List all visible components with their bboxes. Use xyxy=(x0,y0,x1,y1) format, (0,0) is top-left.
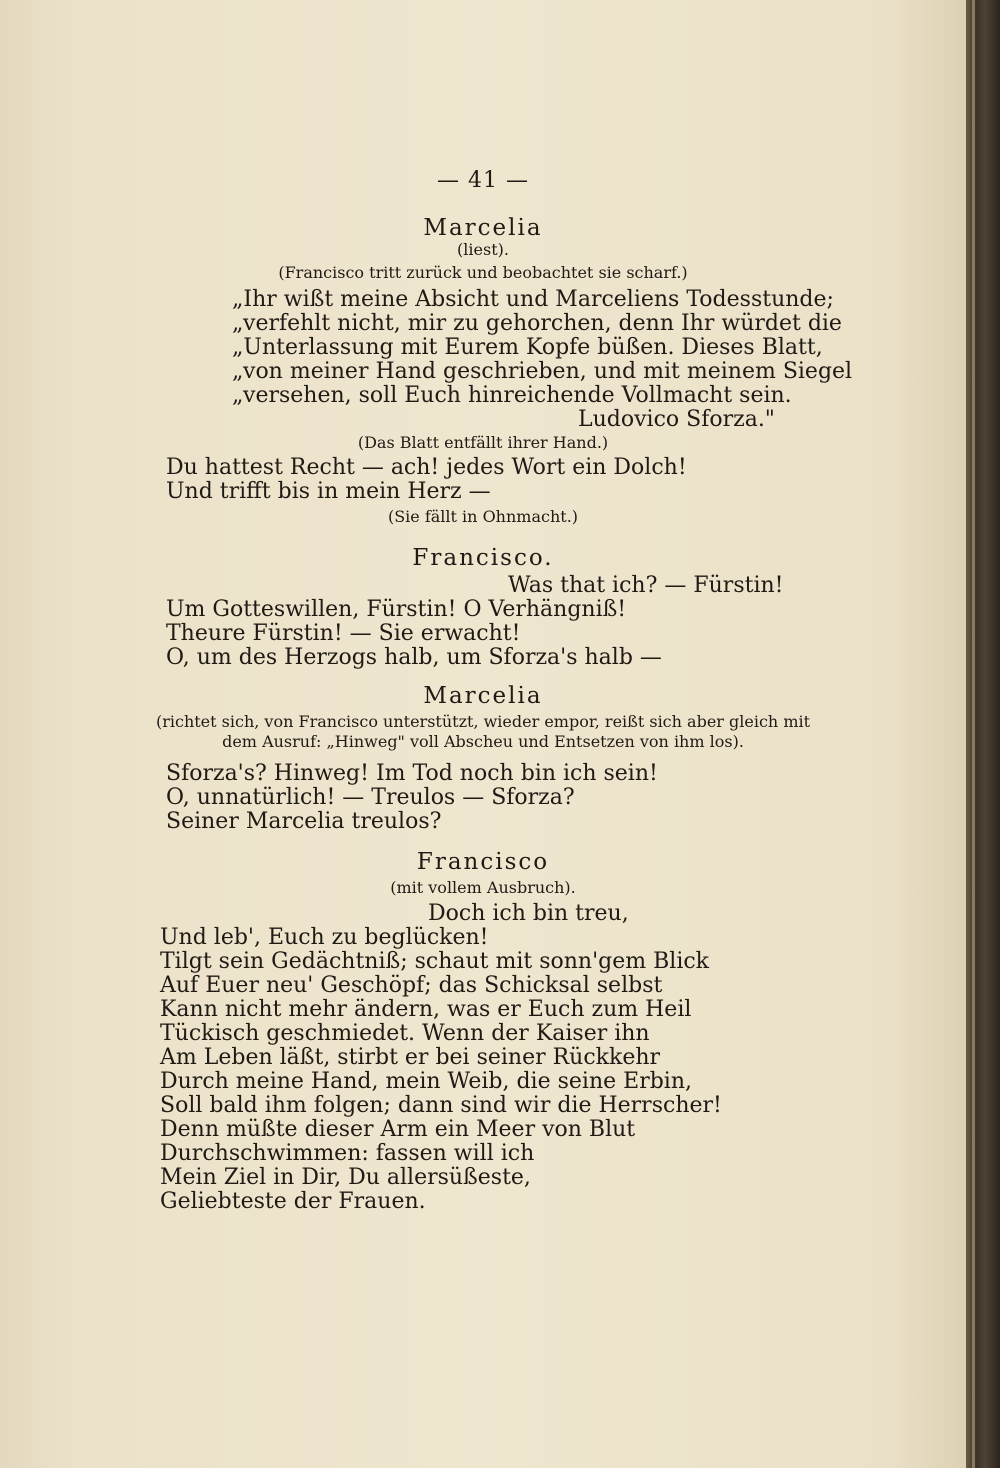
letter-line: „verfehlt nicht, mir zu gehorchen, denn Ihr würdet die xyxy=(232,311,842,336)
speaker-francisco: Francisco xyxy=(416,849,550,875)
verse-line: Seiner Marcelia treulos? xyxy=(166,809,442,834)
verse-line: Was that ich? — Fürstin! xyxy=(508,573,784,598)
verse-line: Auf Euer neu' Geschöpf; das Schicksal selbst xyxy=(160,973,663,998)
letter-line: „versehen, soll Euch hinreichende Vollmacht sein. xyxy=(232,383,792,408)
stage-direction: (mit vollem Ausbruch). xyxy=(390,878,576,897)
verse-line: Geliebteste der Frauen. xyxy=(160,1189,426,1214)
verse-line: Tilgt sein Gedächtniß; schaut mit sonn'gem Blick xyxy=(160,949,710,974)
stage-direction: (richtet sich, von Francisco unterstützt, wieder empor, reißt sich aber gleich mit xyxy=(155,712,811,731)
speaker-marcelia: Marcelia xyxy=(423,215,543,241)
verse-line: Kann nicht mehr ändern, was er Euch zum Heil xyxy=(160,997,692,1022)
verse-line: O, um des Herzogs halb, um Sforza's halb — xyxy=(166,645,662,670)
spine-edge xyxy=(972,0,975,1468)
letter-signature: Ludovico Sforza." xyxy=(578,407,775,432)
verse-line: Theure Fürstin! — Sie erwacht! xyxy=(166,621,521,646)
verse-line: Und trifft bis in mein Herz — xyxy=(166,479,491,504)
verse-line: Mein Ziel in Dir, Du allersüßeste, xyxy=(160,1165,531,1190)
verse-line: Durch meine Hand, mein Weib, die seine Erbin, xyxy=(160,1069,692,1094)
letter-line: „Unterlassung mit Eurem Kopfe büßen. Dieses Blatt, xyxy=(232,335,823,360)
verse-line: Denn müßte dieser Arm ein Meer von Blut xyxy=(160,1117,636,1142)
letter-line: „von meiner Hand geschrieben, und mit meinem Siegel xyxy=(232,359,853,384)
verse-line: Durchschwimmen: fassen will ich xyxy=(160,1141,535,1166)
verse-line: Um Gotteswillen, Fürstin! O Verhängniß! xyxy=(166,597,627,622)
verse-line: Und leb', Euch zu beglücken! xyxy=(160,925,489,950)
page-number: — 41 — xyxy=(437,168,529,193)
verse-line: Du hattest Recht — ach! jedes Wort ein Dolch! xyxy=(166,455,687,480)
verse-line: O, unnatürlich! — Treulos — Sforza? xyxy=(166,785,575,810)
verse-line: Soll bald ihm folgen; dann sind wir die Herrscher! xyxy=(160,1093,722,1118)
verse-line: Doch ich bin treu, xyxy=(428,901,629,926)
stage-direction: (Francisco tritt zurück und beobachtet sie scharf.) xyxy=(278,263,688,282)
speaker-francisco: Francisco. xyxy=(412,545,554,571)
letter-line: „Ihr wißt meine Absicht und Marceliens Todesstunde; xyxy=(232,287,834,312)
stage-direction: (Sie fällt in Ohnmacht.) xyxy=(387,507,579,526)
verse-line: Tückisch geschmiedet. Wenn der Kaiser ihn xyxy=(160,1021,650,1046)
stage-direction: dem Ausruf: „Hinweg" voll Abscheu und Entsetzen von ihm los). xyxy=(222,732,744,751)
verse-line: Am Leben läßt, stirbt er bei seiner Rückkehr xyxy=(160,1045,661,1070)
stage-direction: (liest). xyxy=(457,240,509,259)
speaker-marcelia: Marcelia xyxy=(423,683,543,709)
verse-line: Sforza's? Hinweg! Im Tod noch bin ich sein! xyxy=(166,761,658,786)
stage-direction: (Das Blatt entfällt ihrer Hand.) xyxy=(357,433,609,452)
